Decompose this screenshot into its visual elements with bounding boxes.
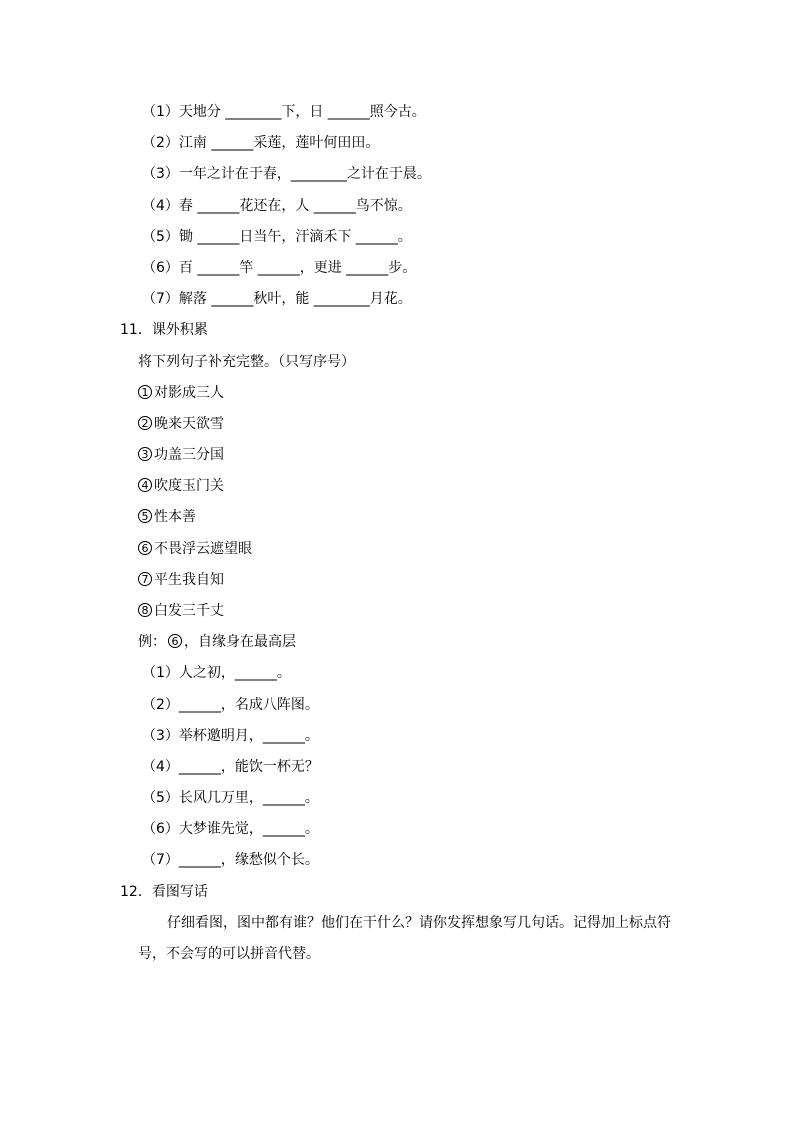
option-text: 平生我自知 <box>154 572 224 588</box>
option-number: 7 <box>138 572 152 586</box>
q11-item-6: （6）大梦谁先觉，______。 <box>142 821 319 837</box>
q10-item-4: （4）春 ______花还在，人 ______鸟不惊。 <box>142 198 412 214</box>
q10-item-2: （2）江南 ______采莲，莲叶何田田。 <box>142 135 380 151</box>
option-text: 功盖三分国 <box>154 447 224 463</box>
option-number: 3 <box>138 447 152 461</box>
q11-option <box>138 476 224 496</box>
example-number: 6 <box>168 634 182 648</box>
q10-item-6: （6）百 ______竿 ______，更进 ______步。 <box>142 260 417 276</box>
q11-option <box>138 383 224 403</box>
q11-instruction: 将下列句子补充完整。（只写序号） <box>138 354 355 370</box>
q12-heading: 12．看图写话 <box>120 884 208 900</box>
q10-item-1: （1）天地分 ________下，日 ______照今古。 <box>142 104 426 120</box>
q11-option <box>138 539 252 559</box>
option-number: 1 <box>138 385 152 399</box>
q11-option <box>138 507 196 527</box>
q10-item-5: （5）锄 ______日当午，汗滴禾下 ______。 <box>142 229 412 245</box>
q11-item-1: （1）人之初，______。 <box>142 665 291 681</box>
q11-item-5: （5）长风几万里，______。 <box>142 790 319 806</box>
example-suffix: ，自缘身在最高层 <box>184 634 296 650</box>
q11-option <box>138 414 224 434</box>
option-text: 吹度玉门关 <box>154 478 224 494</box>
q11-item-3: （3）举杯邀明月，______。 <box>142 728 319 744</box>
q10-item-3: （3）一年之计在于春，________之计在于晨。 <box>142 166 431 182</box>
option-text: 对影成三人 <box>154 385 224 401</box>
q11-option <box>138 601 224 621</box>
option-text: 白发三千丈 <box>154 603 224 619</box>
q11-heading: 11．课外积累 <box>120 322 208 338</box>
q12-body: 仔细看图，图中都有谁？他们在干什么？请你发挥想象写几句话。记得加上标点符号，不会写的可以拼音代替。 <box>138 915 671 962</box>
option-number: 6 <box>138 541 152 555</box>
option-text: 性本善 <box>154 509 196 525</box>
example-prefix: 例： <box>138 634 166 650</box>
q11-option <box>138 445 224 465</box>
option-text: 晚来天欲雪 <box>154 416 224 432</box>
option-number: 2 <box>138 416 152 430</box>
option-text: 不畏浮云遮望眼 <box>154 541 252 557</box>
q11-item-4: （4）______，能饮一杯无？ <box>142 759 319 775</box>
q11-option <box>138 570 224 590</box>
option-number: 5 <box>138 509 152 523</box>
option-number: 4 <box>138 478 152 492</box>
q11-example <box>138 632 296 652</box>
q11-item-7: （7）______，缘愁似个长。 <box>142 852 319 868</box>
q11-item-2: （2）______，名成八阵图。 <box>142 697 319 713</box>
q10-item-7: （7）解落 ______秋叶，能 ________月花。 <box>142 291 412 307</box>
option-number: 8 <box>138 603 152 617</box>
